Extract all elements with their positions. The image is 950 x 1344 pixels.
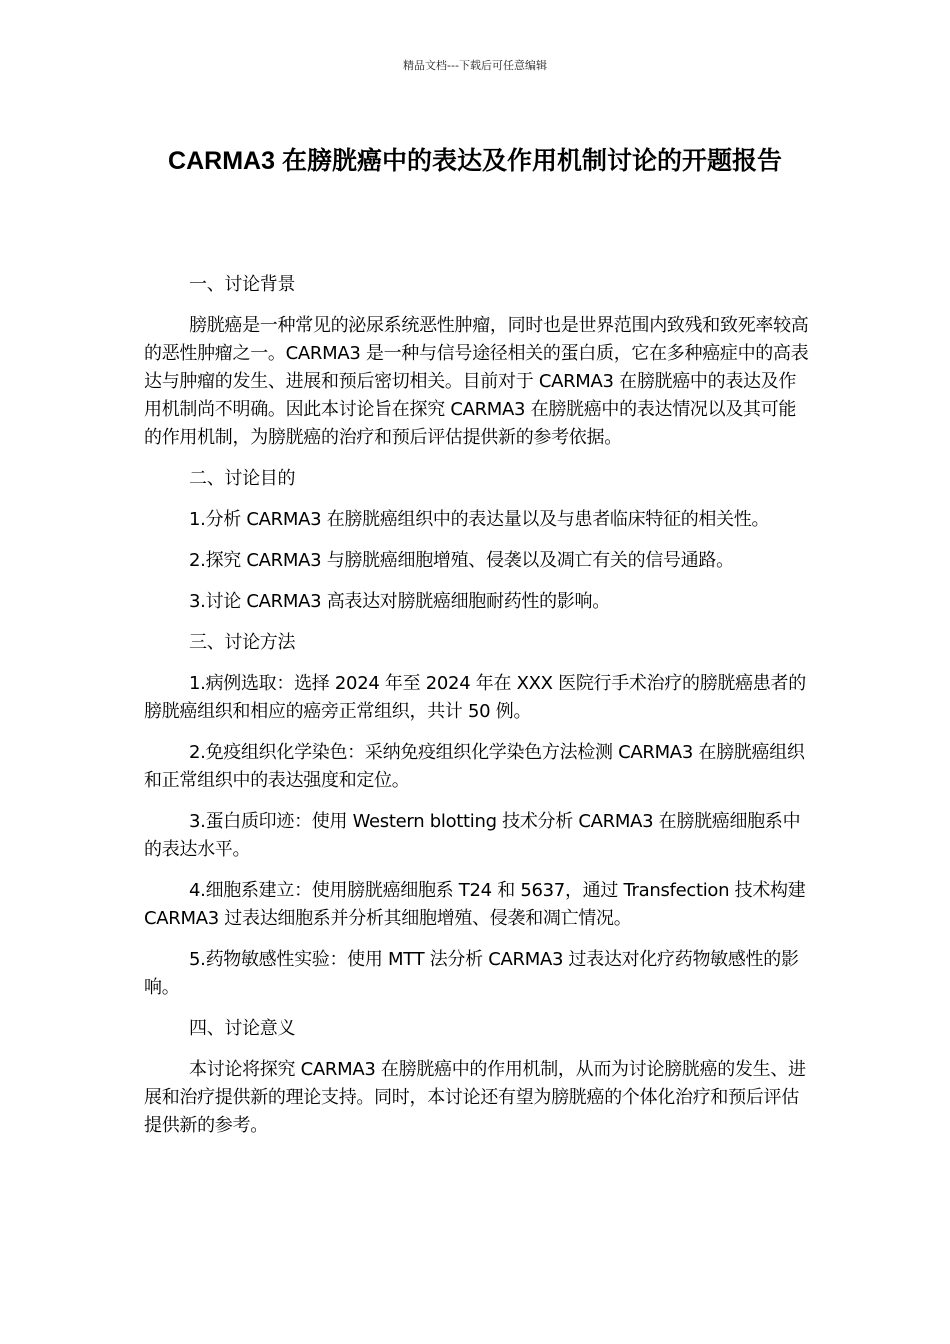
objective-item: 1.分析 CARMA3 在膀胱癌组织中的表达量以及与患者临床特征的相关性。 <box>189 509 770 530</box>
document-body <box>144 271 812 1153</box>
objective-item: 2.探究 CARMA3 与膀胱癌细胞增殖、侵袭以及凋亡有关的信号通路。 <box>189 550 734 571</box>
section-heading-methods: 三、讨论方法 <box>189 632 296 653</box>
method-item: 4.细胞系建立：使用膀胱癌细胞系 T24 和 5637，通过 Transfection 技术构建 CARMA3 过表达细胞系并分析其细胞增殖、侵袭和凋亡情况。 <box>144 880 806 929</box>
section-heading-significance: 四、讨论意义 <box>189 1018 296 1039</box>
background-paragraph: 膀胱癌是一种常见的泌尿系统恶性肿瘤，同时也是世界范围内致残和致死率较高的恶性肿瘤之一。CARMA3 是一种与信号途径相关的蛋白质，它在多种癌症中的高表达与肿瘤的发生、进展和预后密切相关。目前对于 CARMA3 在膀胱癌中的表达及作用机制尚不明确。因此本讨论旨在探究 CARMA3 在膀胱癌中的表达情况以及其可能的作用机制，为膀胱癌的治疗和预后评估提供新的参考依据。 <box>144 315 809 448</box>
method-item: 3.蛋白质印迹：使用 Western blotting 技术分析 CARMA3 在膀胱癌细胞系中的表达水平。 <box>144 811 801 860</box>
objective-item: 3.讨论 CARMA3 高表达对膀胱癌细胞耐药性的影响。 <box>189 591 610 612</box>
significance-paragraph: 本讨论将探究 CARMA3 在膀胱癌中的作用机制，从而为讨论膀胱癌的发生、进展和治疗提供新的理论支持。同时，本讨论还有望为膀胱癌的个体化治疗和预后评估提供新的参考。 <box>144 1059 806 1136</box>
method-item: 1.病例选取：选择 2024 年至 2024 年在 XXX 医院行手术治疗的膀胱癌患者的膀胱癌组织和相应的癌旁正常组织，共计 50 例。 <box>144 673 806 722</box>
page-header: 精品文档---下载后可任意编辑 <box>403 59 547 72</box>
method-item: 2.免疫组织化学染色：采纳免疫组织化学染色方法检测 CARMA3 在膀胱癌组织和正常组织中的表达强度和定位。 <box>144 742 805 791</box>
document-title: CARMA3 在膀胱癌中的表达及作用机制讨论的开题报告 <box>168 147 782 175</box>
method-item: 5.药物敏感性实验：使用 MTT 法分析 CARMA3 过表达对化疗药物敏感性的影响。 <box>144 949 799 998</box>
section-heading-background: 一、讨论背景 <box>189 274 296 295</box>
section-heading-objectives: 二、讨论目的 <box>189 468 296 489</box>
